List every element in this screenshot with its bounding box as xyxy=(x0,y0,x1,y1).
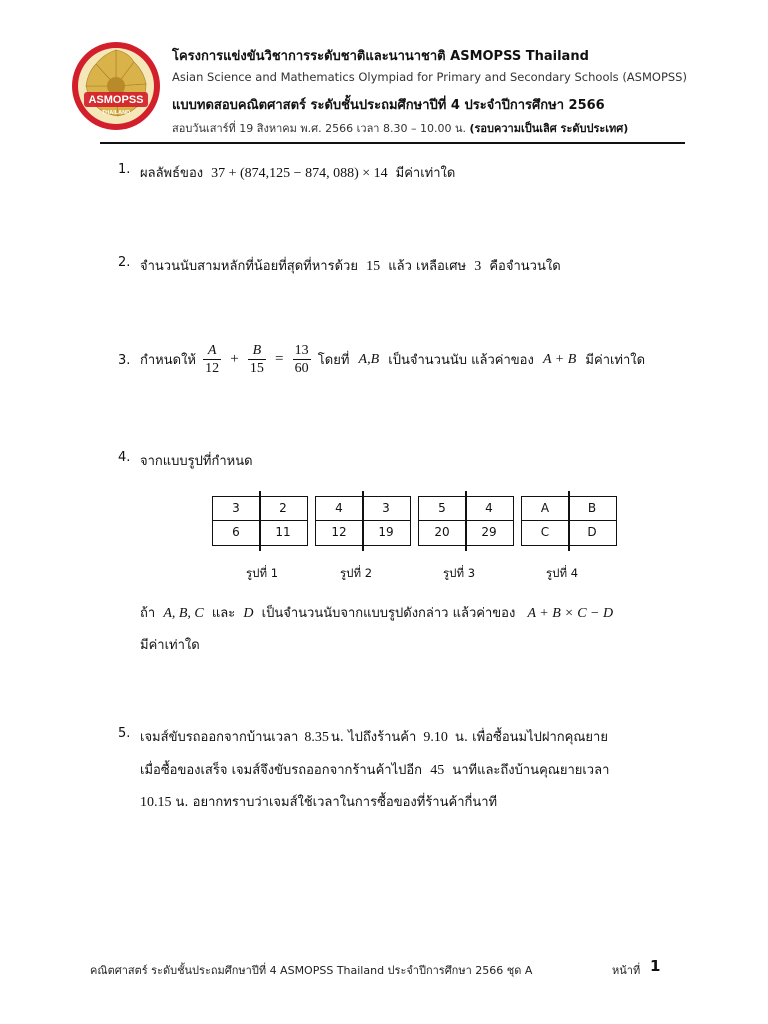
q5-line-2 xyxy=(140,759,609,780)
q3-sum: A + B xyxy=(542,351,577,367)
pattern-caption-1: รูปที่ 1 xyxy=(245,566,279,580)
header-olympiad-name: Asian Science and Mathematics Olympiad for Primary and Secondary Schools (ASMOPSS) xyxy=(172,70,687,84)
header-exam-date xyxy=(172,119,628,137)
q3-mid2: เป็นจำนวนนับ แล้วค่าของ xyxy=(388,353,534,368)
q3-vars: A,B xyxy=(358,351,380,367)
pattern-cell: 11 xyxy=(275,525,291,539)
q3-fr-den: 60 xyxy=(294,361,309,376)
q3-fr-num: 13 xyxy=(294,343,309,358)
pattern-figure-3 xyxy=(418,496,514,546)
q5-depart-time: 8.35 xyxy=(304,730,329,745)
q5-drive-minutes: 45 xyxy=(430,763,445,778)
q3-pre: กำหนดให้ xyxy=(140,353,196,368)
pattern-cell: 4 xyxy=(485,501,493,515)
q5-arrive-shop-time: 9.10 xyxy=(423,730,448,745)
q4-cond-d: D xyxy=(243,606,254,621)
q5-l1c: น. เพื่อซื้อนมไปฝากคุณยาย xyxy=(455,730,608,745)
q5-arrive-grandma-time: 10.15 xyxy=(140,795,172,810)
pattern-cell: A xyxy=(540,501,550,515)
question-2 xyxy=(140,255,561,276)
q2-remainder: 3 xyxy=(474,259,482,274)
pattern-caption-2: รูปที่ 2 xyxy=(339,566,373,580)
pattern-cell: 5 xyxy=(438,501,446,515)
footer-text: คณิตศาสตร์ ระดับชั้นประถมศึกษาปีที่ 4 ASMOPSS Thailand ประจำปีการศึกษา 2566 ชุด A xyxy=(90,964,533,977)
exam-date-text: สอบวันเสาร์ที่ 19 สิงหาคม พ.ศ. 2566 เวลา 8.30 – 10.00 น. xyxy=(172,122,470,135)
q5-l1a: เจมส์ขับรถออกจากบ้านเวลา xyxy=(140,730,299,745)
q4-condition xyxy=(140,602,613,623)
q2-mid: แล้ว เหลือเศษ xyxy=(388,259,467,274)
pattern-cell: 4 xyxy=(335,501,343,515)
pattern-cell: D xyxy=(587,525,597,539)
pattern-cell: B xyxy=(587,501,597,515)
pattern-figure-1 xyxy=(212,496,308,546)
q1-pre: ผลลัพธ์ของ xyxy=(140,166,204,181)
q5-l2a: เมื่อซื้อของเสร็จ เจมส์จึงขับรถออกจากร้านค้าไปอีก xyxy=(140,763,423,778)
q5-line-1 xyxy=(140,726,608,747)
pattern-cell: C xyxy=(540,525,550,539)
asmopss-logo xyxy=(70,40,162,132)
q4-condition-line2: มีค่าเท่าใด xyxy=(140,638,200,653)
q4-cond-expr: A + B × C − D xyxy=(527,606,614,621)
pattern-figure-4 xyxy=(521,496,617,546)
logo-text: ASMOPSS xyxy=(88,94,144,106)
exam-round-text: (รอบความเป็นเลิศ ระดับประเทศ) xyxy=(469,122,629,135)
q3-fb-den: 15 xyxy=(249,361,264,376)
q4-intro: จากแบบรูปที่กำหนด xyxy=(140,454,253,469)
q1-number: 1. xyxy=(118,162,131,177)
q3-mid: โดยที่ xyxy=(317,353,350,368)
pattern-cell: 12 xyxy=(331,525,347,539)
q2-pre: จำนวนนับสามหลักที่น้อยที่สุดที่หารด้วย xyxy=(140,259,358,274)
q4-number: 4. xyxy=(118,450,131,465)
pattern-cell: 6 xyxy=(232,525,240,539)
pattern-cell: 20 xyxy=(434,525,450,539)
pattern-caption-3: รูปที่ 3 xyxy=(442,566,476,580)
pattern-caption-4: รูปที่ 4 xyxy=(545,566,579,580)
q2-divisor: 15 xyxy=(366,259,381,274)
q2-post: คือจำนวนใด xyxy=(489,259,561,274)
q3-post: มีค่าเท่าใด xyxy=(585,353,646,368)
q5-l1b: น. ไปถึงร้านค้า xyxy=(330,730,417,745)
q3-fraction-b xyxy=(248,342,266,377)
page-number: 1 xyxy=(650,957,661,975)
question-3 xyxy=(140,342,645,377)
q3-fraction-a xyxy=(203,342,221,377)
q3-equals: = xyxy=(275,351,284,367)
logo-subtext: THAILAND xyxy=(101,110,131,116)
q5-l2b: นาทีและถึงบ้านคุณยายเวลา xyxy=(452,763,610,778)
q3-plus: + xyxy=(230,351,239,367)
pattern-cell: 3 xyxy=(382,501,390,515)
q5-number: 5. xyxy=(118,726,131,741)
q4-cond-mid: เป็นจำนวนนับจากแบบรูปดังกล่าว แล้วค่าของ xyxy=(261,606,516,621)
q3-number: 3. xyxy=(118,353,131,368)
pattern-cell: 2 xyxy=(279,501,287,515)
q5-l3: น. อยากทราบว่าเจมส์ใช้เวลาในการซื้อของที่ร้านค้ากี่นาที xyxy=(175,795,498,810)
q2-number: 2. xyxy=(118,255,131,270)
pattern-figure-2 xyxy=(315,496,411,546)
q1-post: มีค่าเท่าใด xyxy=(395,166,456,181)
pattern-cell: 29 xyxy=(481,525,497,539)
question-1 xyxy=(140,162,455,183)
q3-fraction-result xyxy=(293,342,311,377)
pattern-cell: 3 xyxy=(232,501,240,515)
q4-cond-vars: A, B, C xyxy=(163,606,204,621)
q4-cond-pre: ถ้า xyxy=(140,606,156,621)
header-test-title: แบบทดสอบคณิตศาสตร์ ระดับชั้นประถมศึกษาปีที่ 4 ประจำปีการศึกษา 2566 xyxy=(172,98,605,113)
q3-fa-den: 12 xyxy=(205,361,220,376)
page-label: หน้าที่ xyxy=(612,964,641,977)
q5-line-3 xyxy=(140,791,497,812)
q3-fa-num: A xyxy=(207,343,217,358)
header-divider xyxy=(100,142,685,144)
q3-fb-num: B xyxy=(252,343,262,358)
header-project-title: โครงการแข่งขันวิชาการระดับชาติและนานาชาติ ASMOPSS Thailand xyxy=(172,49,589,64)
q4-cond-and: และ xyxy=(211,606,236,621)
pattern-cell: 19 xyxy=(378,525,394,539)
q1-expression: 37 + (874,125 − 874, 088) × 14 xyxy=(211,166,388,181)
